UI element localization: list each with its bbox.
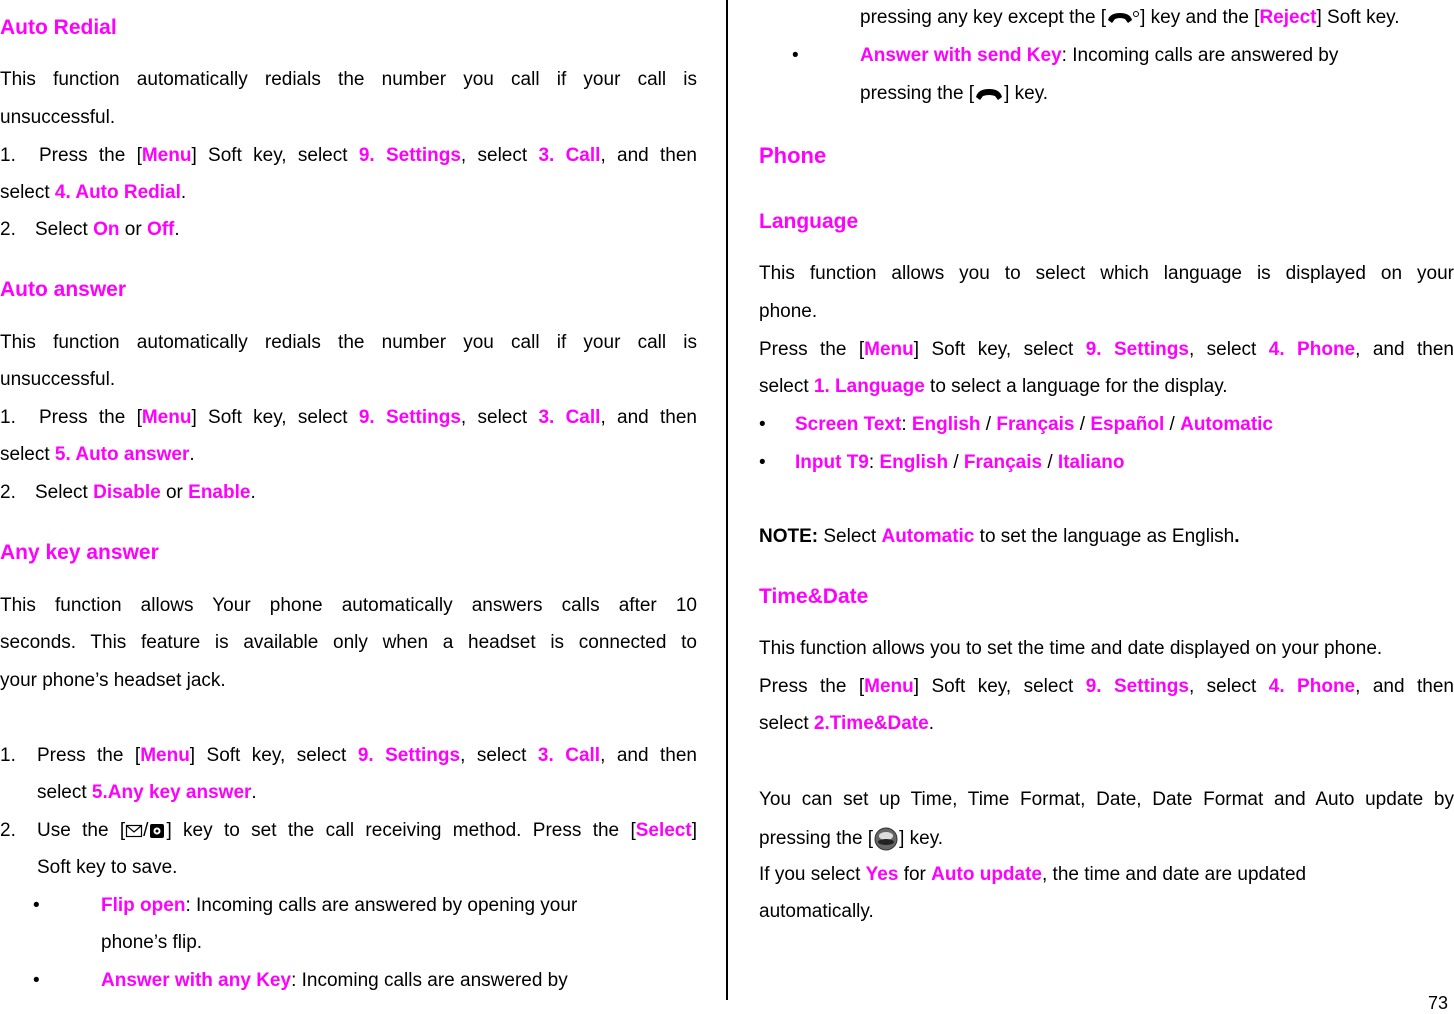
auto-answer-step2-num: 2. <box>0 482 16 503</box>
column-divider <box>726 0 728 1000</box>
language-desc-line1: This function allows you to select which language is displayed on your <box>759 263 1454 284</box>
any-key-step1-cont: select 5.Any key answer. <box>37 782 257 803</box>
bullet: • <box>759 452 766 473</box>
end-key-icon <box>1106 10 1140 26</box>
auto-redial-heading: Auto Redial <box>0 16 117 39</box>
auto-update-line2: automatically. <box>759 901 874 922</box>
time-date-heading: Time&Date <box>759 585 869 608</box>
phone-book-icon <box>148 823 166 839</box>
auto-answer-desc-line2: unsuccessful. <box>0 369 116 390</box>
language-desc-line2: phone. <box>759 301 818 322</box>
auto-answer-step1-num: 1. <box>0 407 16 428</box>
auto-redial-desc-line2: unsuccessful. <box>0 107 116 128</box>
any-key-desc-line1: This function allows Your phone automatically answers calls after 10 <box>0 595 697 616</box>
auto-redial-step1-cont: select 4. Auto Redial. <box>0 182 187 203</box>
screen-text-item: Screen Text: English / Français / Español / Automatic <box>795 414 1273 435</box>
input-t9-item: Input T9: English / Français / Italiano <box>795 452 1125 473</box>
time-date-press: Press the [Menu] Soft key, select 9. Settings, select 4. Phone, and then <box>759 676 1454 697</box>
send-key-icon <box>974 86 1004 102</box>
time-setup-line1: You can set up Time, Time Format, Date, Date Format and Auto update by <box>759 789 1454 810</box>
bullet: • <box>33 895 40 916</box>
auto-answer-step1: Press the [Menu] Soft key, select 9. Settings, select 3. Call, and then <box>39 407 697 428</box>
any-key-step1-num: 1. <box>0 745 16 766</box>
time-date-press-cont: select 2.Time&Date. <box>759 713 934 734</box>
any-key-heading: Any key answer <box>0 541 159 564</box>
ok-key-icon <box>873 826 899 852</box>
any-key-desc-line2: seconds. This feature is available only when a headset is connected to <box>0 632 697 653</box>
any-key-step2-num: 2. <box>0 820 16 841</box>
auto-answer-step1-cont: select 5. Auto answer. <box>0 444 195 465</box>
time-date-desc: This function allows you to set the time and date displayed on your phone. <box>759 638 1383 659</box>
flip-open-item: Flip open: Incoming calls are answered by opening your <box>101 895 578 916</box>
phone-heading: Phone <box>759 143 827 168</box>
auto-answer-heading: Auto answer <box>0 278 127 301</box>
language-note: NOTE: Select Automatic to set the language as English. <box>759 526 1240 547</box>
page-number: 73 <box>1428 993 1449 1013</box>
auto-redial-step2: Select On or Off. <box>35 219 180 240</box>
bullet: • <box>33 970 40 991</box>
auto-redial-desc-line1: This function automatically redials the number you call if your call is <box>0 69 697 90</box>
flip-open-item-cont: phone’s flip. <box>101 932 203 953</box>
envelope-icon <box>125 823 143 839</box>
auto-redial-step2-num: 2. <box>0 219 16 240</box>
auto-answer-desc-line1: This function automatically redials the number you call if your call is <box>0 332 697 353</box>
auto-redial-step1-num: 1. <box>0 145 16 166</box>
any-key-desc-line3: your phone’s headset jack. <box>0 670 226 691</box>
auto-answer-step2: Select Disable or Enable. <box>35 482 256 503</box>
any-key-step2: Use the [ / ] key to set the call receiving method. Press the [Select] <box>37 820 697 841</box>
answer-any-key-item: Answer with any Key: Incoming calls are answered by <box>101 970 568 991</box>
answer-send-key-cont: pressing the [ ] key. <box>860 83 1049 104</box>
language-press: Press the [Menu] Soft key, select 9. Settings, select 4. Phone, and then <box>759 339 1454 360</box>
auto-redial-step1: Press the [Menu] Soft key, select 9. Settings, select 3. Call, and then <box>39 145 697 166</box>
any-key-step2-cont: Soft key to save. <box>37 857 178 878</box>
time-setup-line2: pressing the [ ] key. <box>759 826 943 852</box>
language-heading: Language <box>759 210 859 233</box>
any-key-step1: Press the [Menu] Soft key, select 9. Settings, select 3. Call, and then <box>37 745 697 766</box>
answer-send-key-item: Answer with send Key: Incoming calls are answered by <box>860 45 1339 66</box>
answer-any-key-cont: pressing any key except the [ ] key and the [Reject] Soft key. <box>860 7 1400 28</box>
language-press-cont: select 1. Language to select a language for the display. <box>759 376 1228 397</box>
bullet: • <box>759 414 766 435</box>
bullet: • <box>792 45 799 66</box>
auto-update-line1: If you select Yes for Auto update, the time and date are updated <box>759 864 1307 885</box>
